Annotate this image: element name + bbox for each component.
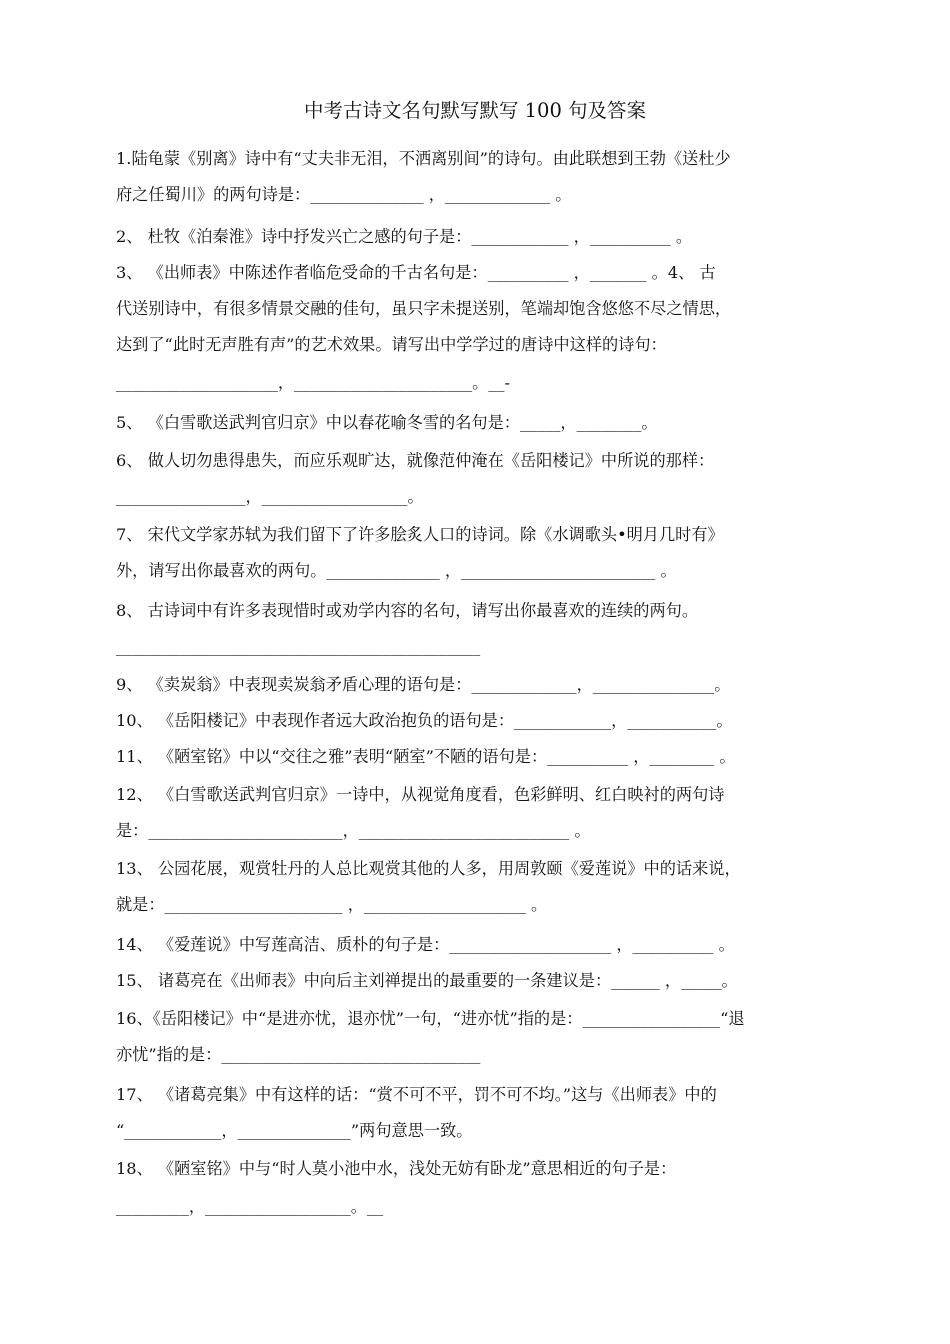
text-line: _____________________________________________ [116, 637, 481, 656]
text-line: 2、 杜牧《泊秦淮》诗中抒发兴亡之感的句子是：____________ ，__________ 。 [116, 227, 693, 246]
text-line: 17、 《诸葛亮集》中有这样的话：“赏不可不平，罚不可不均。”这与《出师表》中的 [116, 1085, 717, 1104]
document-title: 中考古诗文名句默写默写 100 句及答案 [303, 99, 647, 122]
text-line: 1.陆龟蒙《别离》诗中有“丈夫非无泪，不洒离别间”的诗句。由此联想到王勃《送杜少 [116, 149, 731, 168]
text-line: 9、 《卖炭翁》中表现卖炭翁矛盾心理的语句是：_____________，_______________。 [116, 675, 731, 694]
text-line: 代送别诗中，有很多情景交融的佳句，虽只字未提送别，笔端却饱含悠悠不尽之情思， [116, 299, 732, 318]
text-line: 府之任蜀川》的两句诗是：______________ ，_____________ 。 [116, 185, 572, 204]
text-line: 11、 《陋室铭》中以“交往之雅”表明“陋室”不陋的语句是：__________ ，________ 。 [116, 747, 736, 766]
text-line: 外，请写出你最喜欢的两句。______________ ，________________________ 。 [116, 561, 677, 580]
text-line: 7、 宋代文学家苏轼为我们留下了许多脍炙人口的诗词。除《水调歌头•明月几时有》 [116, 525, 724, 544]
text-line: 亦忧”指的是：________________________________ [116, 1045, 481, 1064]
text-line: 10、 《岳阳楼记》中表现作者远大政治抱负的语句是：____________，___________。 [116, 711, 733, 730]
text-line: 就是：______________________ ，____________________ 。 [116, 895, 548, 914]
text-line: 16、《岳阳楼记》中“是进亦忧，退亦忧”一句，“进亦忧”指的是：_________________“退 [116, 1009, 745, 1028]
text-line: 是：________________________，__________________________ 。 [116, 821, 591, 840]
text-line: 3、 《出师表》中陈述作者临危受命的千古名句是：__________ ，_______ 。4、 古 [116, 263, 716, 282]
text-line: 5、 《白雪歌送武判官归京》中以春花喻冬雪的名句是：_____，________。 [116, 413, 658, 432]
text-line: ________________，__________________。 [116, 487, 424, 506]
text-line: 12、 《白雪歌送武判官归京》一诗中，从视觉角度看，色彩鲜明、红白映衬的两句诗 [116, 785, 725, 804]
text-line: 6、 做人切勿患得患失，而应乐观旷达，就像范仲淹在《岳阳楼记》中所说的那样： [116, 451, 715, 470]
text-line: ____________________，______________________。__- [116, 373, 510, 392]
text-line: _________，__________________。__ [116, 1197, 384, 1216]
text-line: 14、 《爱莲说》中写莲高洁、质朴的句子是：____________________ ，__________ 。 [116, 935, 735, 954]
text-line: 8、 古诗词中有许多表现惜时或劝学内容的名句，请写出你最喜欢的连续的两句。 [116, 601, 699, 620]
text-line: “____________，______________”两句意思一致。 [116, 1121, 473, 1140]
text-line: 18、 《陋室铭》中与“时人莫小池中水，浅处无妨有卧龙”意思相近的句子是： [116, 1159, 677, 1178]
text-line: 达到了“此时无声胜有声”的艺术效果。请写出中学学过的唐诗中这样的诗句： [116, 335, 667, 354]
text-line: 15、 诸葛亮在《出师表》中向后主刘禅提出的最重要的一条建议是：______ ，_____。 [116, 971, 738, 990]
text-line: 13、 公园花展，观赏牡丹的人总比观赏其他的人多，用周敦颐《爱莲说》中的话来说， [116, 859, 741, 878]
